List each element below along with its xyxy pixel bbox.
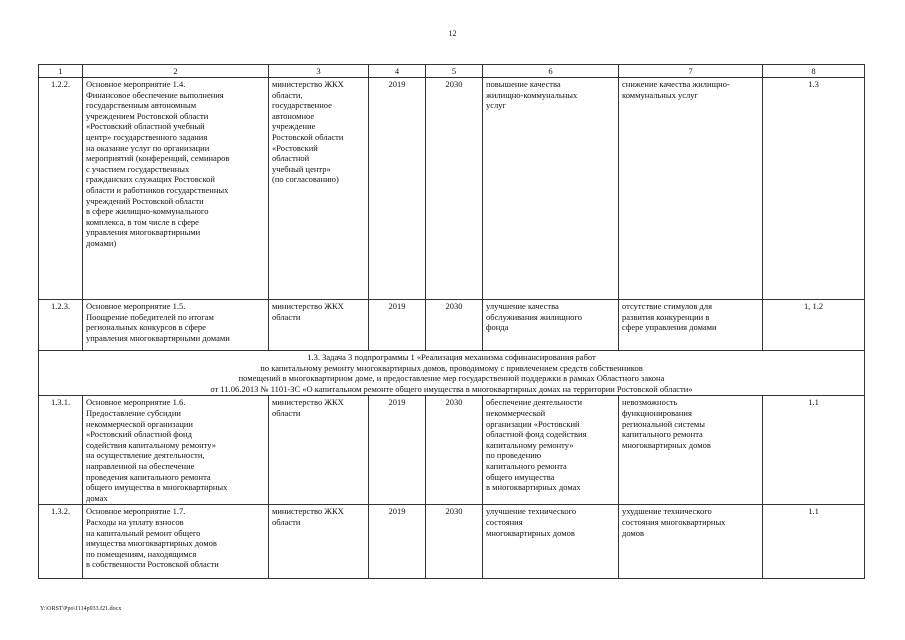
start-year: 2019 xyxy=(369,78,426,300)
row-number: 1.2.3. xyxy=(39,300,83,351)
event-line: общего имущества в многоквартирных xyxy=(86,482,228,493)
result-line: обслуживания жилищного xyxy=(486,311,583,322)
executor-line: областной xyxy=(272,153,310,164)
start-year: 2019 xyxy=(369,505,426,579)
event-line: домах xyxy=(86,492,108,503)
section-header-line: 1.3. Задача 3 подпрограммы 1 «Реализация механизма софинансирования работ xyxy=(307,352,596,362)
event-line: Финансовое обеспечение выполнения xyxy=(86,89,224,100)
end-year: 2030 xyxy=(426,505,483,579)
consequences-line: состояния многоквартирных xyxy=(622,516,726,527)
event-line: Предоставление субсидии xyxy=(86,407,181,418)
event-line: мероприятий (конференций, семинаров xyxy=(86,153,230,164)
event-line: управления многоквартирными xyxy=(86,227,201,238)
start-year: 2019 xyxy=(369,396,426,505)
column-number: 2 xyxy=(83,65,269,78)
event-name xyxy=(83,505,269,579)
event-line: Основное мероприятие 1.4. xyxy=(86,79,186,89)
indicator-link: 1.1 xyxy=(763,505,865,579)
start-year: 2019 xyxy=(369,300,426,351)
event-line: Поощрение победителей по итогам xyxy=(86,311,214,322)
event-line: «Ростовский областной фонд xyxy=(86,429,192,440)
executor xyxy=(269,505,369,579)
event-line: Основное мероприятие 1.7. xyxy=(86,506,186,517)
indicator-link: 1.1 xyxy=(763,396,865,505)
event-line: центр» государственного задания xyxy=(86,131,208,142)
result-line: состояния xyxy=(486,516,523,527)
event-line: содействия капитальному ремонту» xyxy=(86,439,216,450)
executor-line: учебный центр» xyxy=(272,163,331,174)
event-line: проведения капитального ремонта xyxy=(86,471,211,482)
consequences-line: отсутствие стимулов для xyxy=(622,301,713,311)
event-line: учреждением Ростовской области xyxy=(86,110,209,121)
event-line: на капитальный ремонт общего xyxy=(86,527,201,538)
consequences-line: ухудшение технического xyxy=(622,506,712,517)
executor-line: Ростовской области xyxy=(272,131,344,142)
executor-line: министерство ЖКХ xyxy=(272,79,344,89)
consequences-line: функционирования xyxy=(622,407,692,418)
expected-result xyxy=(483,396,619,505)
section-header-line: помещений в многоквартирном доме, и предоставление мер государственной поддержки в рамках Областного закона xyxy=(238,373,665,384)
result-line: некоммерческой xyxy=(486,407,546,418)
table-row xyxy=(39,300,865,351)
table-row xyxy=(39,78,865,300)
table-body xyxy=(39,65,865,579)
consequences xyxy=(619,396,763,505)
result-line: обеспечение деятельности xyxy=(486,397,583,408)
result-line: услуг xyxy=(486,100,507,111)
event-line: комплекса, в том числе в сфере xyxy=(86,216,199,227)
executor-line: министерство ЖКХ xyxy=(272,506,344,517)
page-number: 12 xyxy=(448,29,457,38)
row-number: 1.2.2. xyxy=(39,78,83,300)
executor-line: области xyxy=(272,407,301,418)
section-header-line: от 11.06.2013 № 1101-ЗС «О капитальном ремонте общего имущества в многоквартирных домах на территории Ростовской области» xyxy=(210,383,693,394)
result-line: многоквартирных домов xyxy=(486,527,575,538)
column-number: 7 xyxy=(619,65,763,78)
column-number-row xyxy=(39,65,865,78)
event-line: Расходы на уплату взносов xyxy=(86,516,184,527)
result-line: в многоквартирных домах xyxy=(486,482,581,493)
end-year: 2030 xyxy=(426,78,483,300)
event-line: «Ростовский областной учебный xyxy=(86,121,205,132)
consequences-line: домов xyxy=(622,527,645,538)
end-year: 2030 xyxy=(426,396,483,505)
indicator-link: 1, 1.2 xyxy=(763,300,865,351)
executor-line: области xyxy=(272,516,301,527)
consequences-line: региональной системы xyxy=(622,418,705,429)
executor xyxy=(269,300,369,351)
event-line: по помещениям, находящимся xyxy=(86,548,197,559)
table-row xyxy=(39,505,865,579)
event-line: на оказание услуг по организации xyxy=(86,142,210,153)
consequences-line: развития конкуренции в xyxy=(622,311,710,322)
executor-line: области xyxy=(272,311,301,322)
column-number: 5 xyxy=(426,65,483,78)
event-line: в сфере жилищно-коммунального xyxy=(86,206,209,217)
result-line: фонда xyxy=(486,322,509,333)
executor xyxy=(269,78,369,300)
event-name xyxy=(83,396,269,505)
event-line: Основное мероприятие 1.6. xyxy=(86,397,186,408)
consequences xyxy=(619,505,763,579)
row-number: 1.3.1. xyxy=(39,396,83,505)
executor-line: (по согласованию) xyxy=(272,174,339,185)
result-line: организации «Ростовский xyxy=(486,418,580,429)
consequences-line: коммунальных услуг xyxy=(622,89,698,100)
executor-line: министерство ЖКХ xyxy=(272,301,344,311)
event-line: Основное мероприятие 1.5. xyxy=(86,301,186,311)
consequences-line: многоквартирных домов xyxy=(622,439,711,450)
end-year: 2030 xyxy=(426,300,483,351)
section-header xyxy=(39,351,865,396)
indicator-link: 1.3 xyxy=(763,78,865,300)
consequences-line: капитального ремонта xyxy=(622,429,703,440)
event-name xyxy=(83,78,269,300)
result-line: жилищно-коммунальных xyxy=(486,89,578,100)
consequences xyxy=(619,78,763,300)
row-number: 1.3.2. xyxy=(39,505,83,579)
expected-result xyxy=(483,78,619,300)
consequences-line: снижение качества жилищно- xyxy=(622,79,730,89)
consequences-line: невозможность xyxy=(622,397,678,408)
column-number: 1 xyxy=(39,65,83,78)
footer-file-path: Y:\ORST\Ppo\1114p933.f21.docx xyxy=(40,606,122,612)
event-line: некоммерческой организации xyxy=(86,418,193,429)
event-line: учреждений Ростовской области xyxy=(86,195,204,206)
consequences xyxy=(619,300,763,351)
result-line: общего имущества xyxy=(486,471,555,482)
table-row xyxy=(39,396,865,505)
column-number: 4 xyxy=(369,65,426,78)
column-number: 3 xyxy=(269,65,369,78)
event-name xyxy=(83,300,269,351)
executor-line: автономное xyxy=(272,110,315,121)
event-line: с участием государственных xyxy=(86,163,190,174)
result-line: областной фонд содействия xyxy=(486,429,587,440)
expected-result xyxy=(483,300,619,351)
event-line: направленной на обеспечение xyxy=(86,460,195,471)
result-line: улучшение технического xyxy=(486,506,577,517)
event-line: домами) xyxy=(86,237,117,248)
event-line: в собственности Ростовской области xyxy=(86,559,219,570)
consequences-line: сфере управления домами xyxy=(622,322,717,333)
executor-line: учреждение xyxy=(272,121,316,132)
event-line: региональных конкурсов в сфере xyxy=(86,322,206,333)
event-line: гражданских служащих Ростовской xyxy=(86,174,215,185)
expected-result xyxy=(483,505,619,579)
event-line: области и работников государственных xyxy=(86,184,229,195)
section-header-row xyxy=(39,351,865,396)
event-line: имущества многоквартирных домов xyxy=(86,538,217,549)
executor-line: «Ростовский xyxy=(272,142,318,153)
result-line: капитальному ремонту» xyxy=(486,439,574,450)
executor-line: области, xyxy=(272,89,303,100)
result-line: повышение качества xyxy=(486,79,561,89)
event-line: государственным автономным xyxy=(86,100,197,111)
column-number: 6 xyxy=(483,65,619,78)
result-line: капитального ремонта xyxy=(486,460,567,471)
column-number: 8 xyxy=(763,65,865,78)
section-header-line: по капитальному ремонту многоквартирных домов, проводимому с привлечением средств собственников xyxy=(260,362,643,373)
result-line: по проведению xyxy=(486,450,542,461)
executor-line: министерство ЖКХ xyxy=(272,397,344,408)
event-line: управления многоквартирными домами xyxy=(86,332,230,343)
event-line: на осуществление деятельности, xyxy=(86,450,205,461)
executor xyxy=(269,396,369,505)
result-line: улучшение качества xyxy=(486,301,559,311)
events-table xyxy=(38,64,865,579)
executor-line: государственное xyxy=(272,100,332,111)
